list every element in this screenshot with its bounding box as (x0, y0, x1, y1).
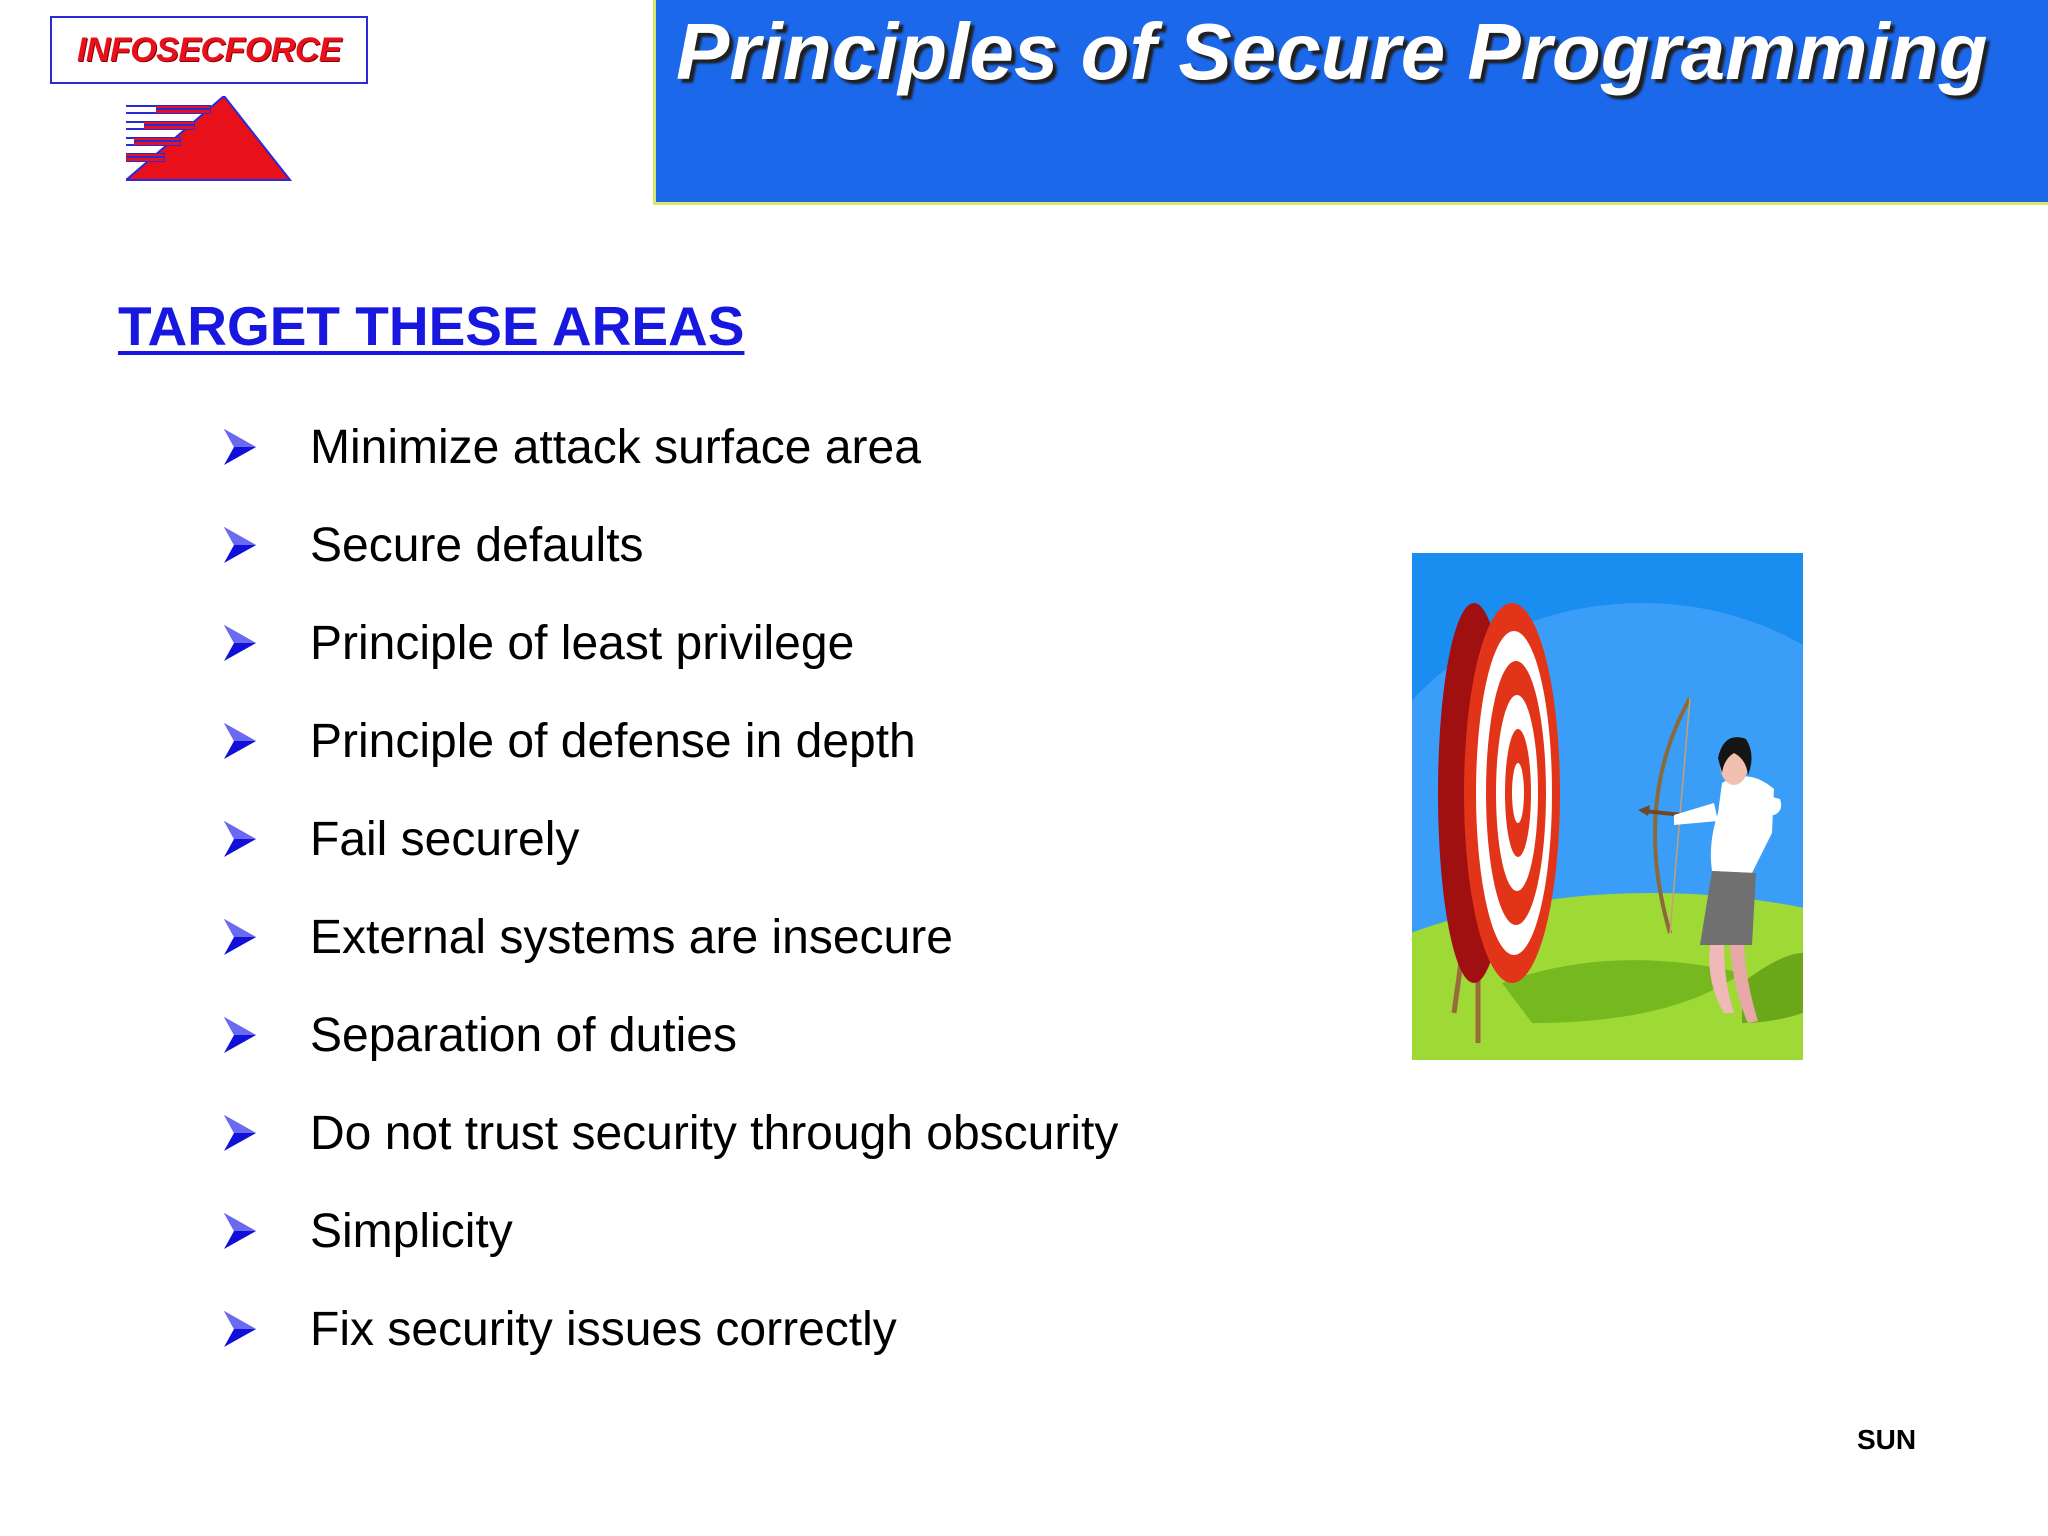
logo-text: INFOSECFORCE (76, 30, 342, 69)
page-title: Principles of Secure Programming (676, 7, 1988, 96)
arrow-bullet-icon (222, 1015, 258, 1055)
arrow-bullet-icon (222, 1309, 258, 1349)
arrow-bullet-icon (222, 1113, 258, 1153)
arrow-bullet-icon (222, 1211, 258, 1251)
arrow-bullet-icon (222, 525, 258, 565)
list-item (222, 692, 1118, 790)
principles-list (222, 398, 1118, 1378)
list-item (222, 986, 1118, 1084)
list-item-label: Simplicity (310, 1204, 513, 1258)
list-item (222, 1280, 1118, 1378)
section-heading: TARGET THESE AREAS (118, 295, 745, 357)
list-item (222, 1182, 1118, 1280)
list-item (222, 398, 1118, 496)
list-item-label: Minimize attack surface area (310, 420, 921, 474)
archer-target-icon (1412, 553, 1803, 1060)
arrow-bullet-icon (222, 427, 258, 467)
list-item-label: Principle of defense in depth (310, 714, 916, 768)
list-item-label: Principle of least privilege (310, 616, 855, 670)
list-item-label: Fix security issues correctly (310, 1302, 897, 1356)
list-item (222, 594, 1118, 692)
list-item (222, 496, 1118, 594)
title-banner (653, 0, 2048, 205)
pyramid-stripes-icon (126, 96, 292, 182)
footer-label: SUN (1857, 1424, 1917, 1455)
list-item (222, 1084, 1118, 1182)
list-item-label: Secure defaults (310, 518, 644, 572)
arrow-bullet-icon (222, 721, 258, 761)
list-item-label: Do not trust security through obscurity (310, 1106, 1119, 1160)
logo (50, 16, 368, 84)
list-item-label: Separation of duties (310, 1008, 737, 1062)
list-item-label: Fail securely (310, 812, 580, 866)
arrow-bullet-icon (222, 917, 258, 957)
list-item-label: External systems are insecure (310, 910, 953, 964)
list-item (222, 790, 1118, 888)
arrow-bullet-icon (222, 623, 258, 663)
list-item (222, 888, 1118, 986)
arrow-bullet-icon (222, 819, 258, 859)
